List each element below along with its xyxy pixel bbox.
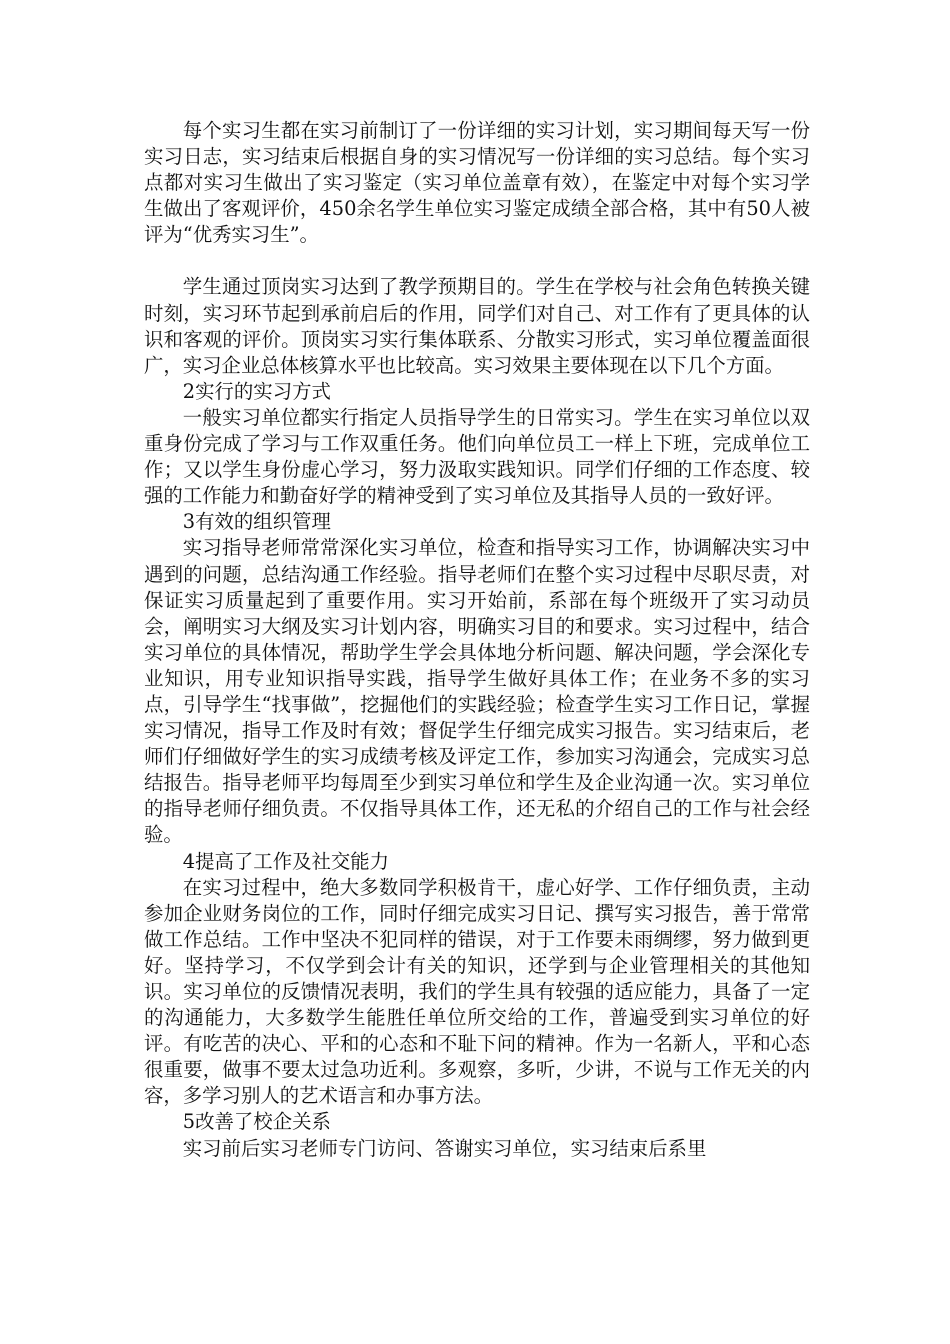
paragraph-work-social-ability: 在实习过程中，绝大多数同学积极肯干，虚心好学、工作仔细负责，主动参加企业财务岗位的工作，同时仔细完成实习日记、撰写实习报告，善于常常做工作总结。工作中坚决不犯同样的错误，对于工作要未雨绸缪，努力做到更好。坚持学习，不仅学到会计有关的知识，还学到与企业管理相关的其他知识。实习单位的反馈情况表明，我们的学生具有较强的适应能力，具备了一定的沟通能力，大多数学生能胜任单位所交给的工作，普遍受到实习单位的好评。有吃苦的决心、平和的心态和不耻下问的精神。作为一名新人，平和心态很重要，做事不要太过急功近利。多观察，多听，少讲，不说与工作无关的内容，多学习别人的艺术语言和办事方法。 (144, 875, 810, 1108)
paragraph-teaching-goal: 学生通过顶岗实习达到了教学预期目的。学生在学校与社会角色转换关键时刻，实习环节起到承前启后的作用，同学们对自己、对工作有了更具体的认识和客观的评价。顶岗实习实行集体联系、分散实习形式，实习单位覆盖面很广，实习企业总体核算水平也比较高。实习效果主要体现在以下几个方面。 (144, 275, 810, 377)
section-heading-2: 2实行的实习方式 (182, 379, 331, 403)
section-heading-3: 3有效的组织管理 (182, 510, 331, 534)
paragraph-school-enterprise: 实习前后实习老师专门访问、答谢实习单位，实习结束后系里 (182, 1136, 707, 1160)
section-heading-4: 4提高了工作及社交能力 (182, 849, 390, 873)
paragraph-spacer (144, 248, 810, 274)
section-heading-5: 5改善了校企关系 (182, 1110, 331, 1134)
paragraph-internship-method: 一般实习单位都实行指定人员指导学生的日常实习。学生在实习单位以双重身份完成了学习与工作双重任务。他们向单位员工一样上下班，完成单位工作；又以学生身份虚心学习，努力汲取实践知识。同学们仔细的工作态度、较强的工作能力和勤奋好学的精神受到了实习单位及其指导人员的一致好评。 (144, 405, 810, 508)
paragraph-internship-plan: 每个实习生都在实习前制订了一份详细的实习计划，实习期间每天写一份实习日志，实习结束后根据自身的实习情况写一份详细的实习总结。每个实习点都对实习生做出了实习鉴定（实习单位盖章有效），在鉴定中对每个实习学生做出了客观评价，450余名学生单位实习鉴定成绩全部合格，其中有50人被评为“优秀实习生”。 (144, 119, 810, 247)
document-body (144, 118, 810, 1162)
paragraph-organization-management: 实习指导老师常常深化实习单位，检查和指导实习工作，协调解决实习中遇到的问题，总结沟通工作经验。指导老师们在整个实习过程中尽职尽责，对保证实习质量起到了重要作用。实习开始前，系部在每个班级开了实习动员会，阐明实习大纲及实习计划内容，明确实习目的和要求。实习过程中，结合实习单位的具体情况，帮助学生学会具体地分析问题、解决问题，学会深化专业知识，用专业知识指导实践，指导学生做好具体工作；在业务不多的实习点，引导学生“找事做”，挖掘他们的实践经验；检查学生实习工作日记，掌握实习情况，指导工作及时有效；督促学生仔细完成实习报告。实习结束后，老师们仔细做好学生的实习成绩考核及评定工作，参加实习沟通会，完成实习总结报告。指导老师平均每周至少到实习单位和学生及企业沟通一次。实习单位的指导老师仔细负责。不仅指导具体工作，还无私的介绍自己的工作与社会经验。 (144, 536, 810, 847)
